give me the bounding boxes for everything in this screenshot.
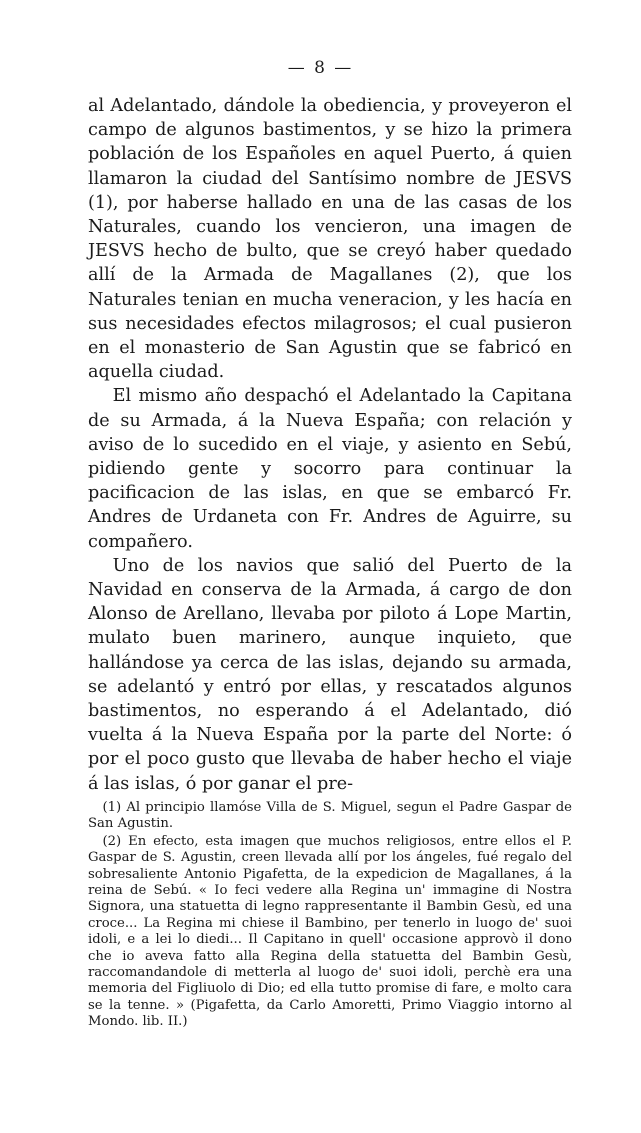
paragraph-2: El mismo año despachó el Adelantado la Capitana de su Armada, á la Nueva España; con relación y aviso de lo sucedido en el viaje, y asiento en Sebú, pidiendo gente y socorro para continuar la pacificacion de las islas, en que se embarcó Fr. Andres de Urdaneta con Fr. Andres de Aguirre, su compañero. <box>88 386 572 552</box>
page-number: — 8 — <box>287 58 354 78</box>
paragraph-3: Uno de los navios que salió del Puerto de la Navidad en conserva de la Armada, á cargo de don Alonso de Arellano, llevaba por piloto á Lope Martin, mulato buen marinero, aunque inquieto, que hallándose ya cerca de las islas, dejando su armada, se adelantó y entró por ellas, y rescatados algunos bastimentos, no esperando á el Adelantado, dió vuelta á la Nueva España por la parte del Norte: ó por el poco gusto que llevaba de haber hecho el viaje á las islas, ó por ganar el pre- <box>88 555 572 794</box>
footnote-2: (2) En efecto, esta imagen que muchos religiosos, entre ellos el P. Gaspar de S. Agustin, creen llevada allí por los ángeles, fué regalo del sobresaliente Antonio Pigafetta, de la expedicion de Magallanes, á la reina de Sebú. « Io feci vedere alla Regina un' immagine di Nostra Signora, una statuetta di legno rappresentante il Bambin Gesù, ed una croce... La Regina mi chiese il Bambino, per tenerlo in luogo de' suoi idoli, e a lei lo diedi... Il Capitano in quell' occasione approvò il dono che io aveva fatto alla Regina della statuetta del Bambin Gesù, raccomandandole di metterla al luogo de' suoi idoli, perchè era una memoria del Figliuolo di Dio; ed ella tutto promise di fare, e molto cara se la tenne. » (Pigafetta, da Carlo Amoretti, Primo Viaggio intorno al Mondo. lib. II.) <box>88 833 572 1030</box>
footnote-1: (1) Al principio llamóse Villa de S. Miguel, segun el Padre Gaspar de San Agustin. <box>88 800 572 832</box>
footnotes <box>88 800 572 1031</box>
main-text <box>88 94 572 796</box>
paragraph-1: al Adelantado, dándole la obediencia, y proveyeron el campo de algunos bastimentos, y se hizo la primera población de los Españoles en aquel Puerto, á quien llamaron la ciudad del Santísimo nombre de JESVS (1), por haberse hallado en una de las casas de los Naturales, cuando los vencieron, una imagen de JESVS hecho de bulto, que se creyó haber quedado allí de la Armada de Magallanes (2), que los Naturales tenian en mucha veneracion, y les hacía en sus necesidades efectos milagrosos; el cual pusieron en el monasterio de San Agustin que se fabricó en aquella ciudad. <box>88 96 572 383</box>
